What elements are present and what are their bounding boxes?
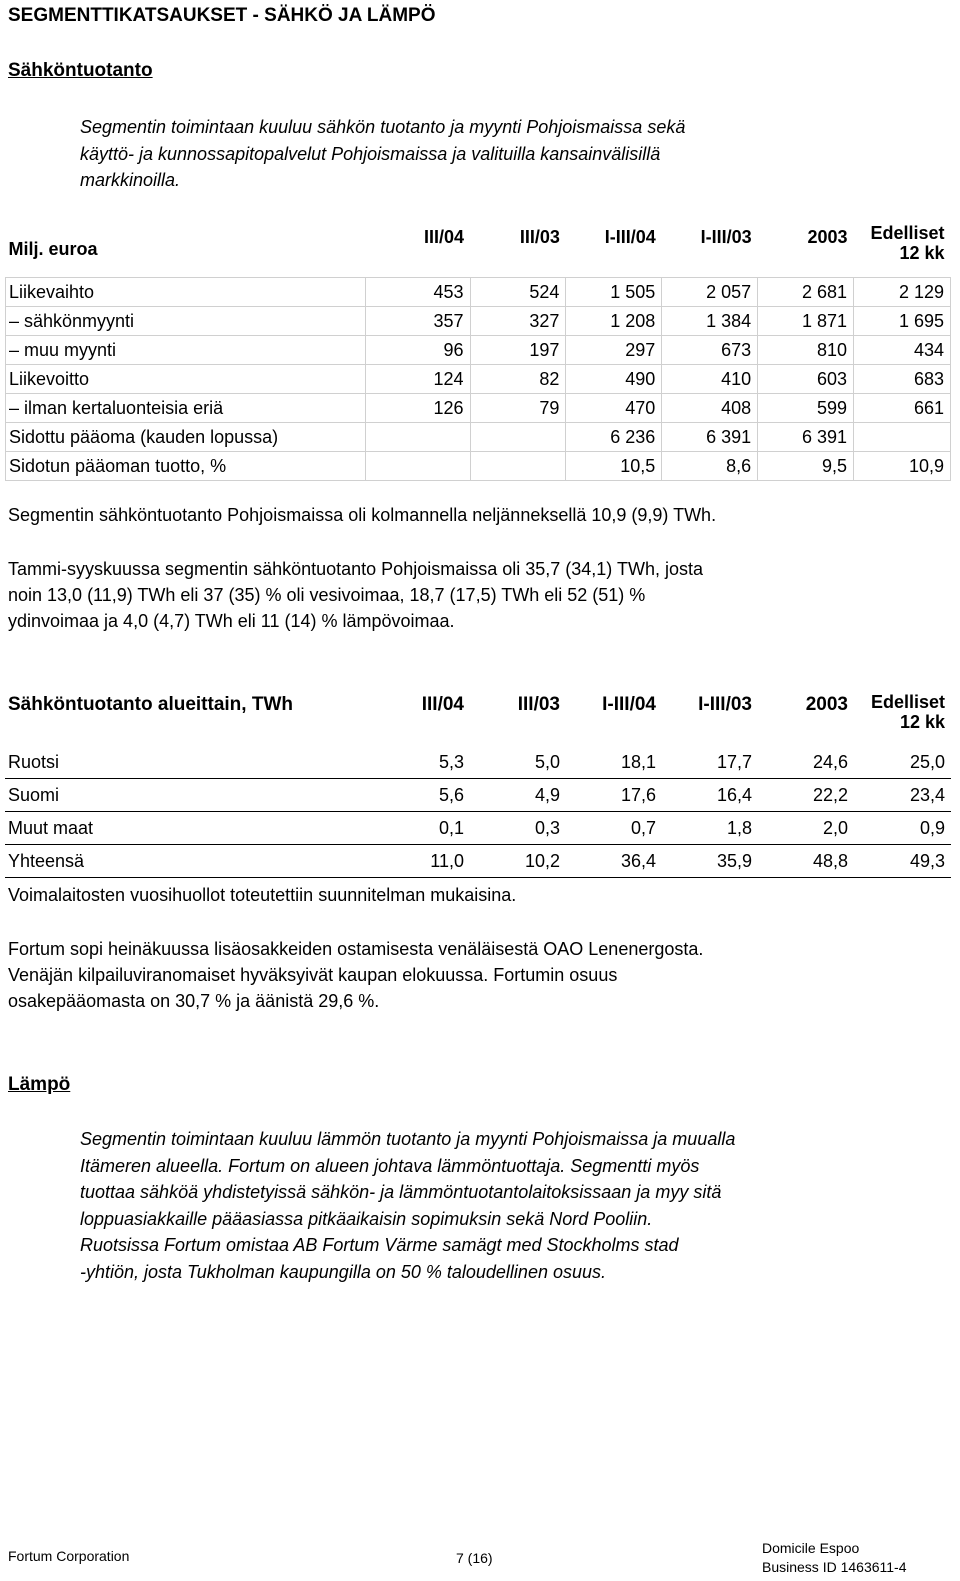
row-value: 490 bbox=[566, 365, 662, 394]
intro-line: loppuasiakkaille pääasiassa pitkäaikaisin sopimuksin sekä Nord Pooliin. bbox=[80, 1208, 653, 1229]
row-value: 11,0 bbox=[365, 845, 470, 878]
table-row bbox=[6, 394, 951, 423]
paragraph-line: Tammi-syyskuussa segmentin sähköntuotanto Pohjoismaissa oli 35,7 (34,1) TWh, josta bbox=[8, 559, 703, 579]
row-value: 0,3 bbox=[470, 812, 566, 845]
paragraph-line: Fortum sopi heinäkuussa lisäosakkeiden ostamisesta venäläisestä OAO Lenenergosta. bbox=[8, 939, 704, 959]
header-cell: I-III/04 bbox=[602, 694, 656, 715]
table-row bbox=[5, 845, 951, 878]
row-value bbox=[854, 423, 951, 452]
table-row bbox=[6, 307, 951, 336]
table-row bbox=[6, 452, 951, 481]
section-heading-electricity: Sähköntuotanto bbox=[8, 60, 153, 81]
paragraph-maintenance: Voimalaitosten vuosihuollot toteutettiin suunnitelman mukaisina. bbox=[8, 885, 517, 905]
intro-line: Itämeren alueella. Fortum on alueen johtava lämmöntuottaja. Segmentti myös bbox=[80, 1155, 700, 1176]
header-label: Sähköntuotanto alueittain, TWh bbox=[8, 694, 293, 715]
table-row bbox=[6, 365, 951, 394]
row-value: 124 bbox=[365, 365, 470, 394]
header-cell: I-III/04 bbox=[604, 227, 656, 247]
row-label: Sidotun pääoman tuotto, % bbox=[6, 452, 366, 481]
row-value bbox=[365, 423, 470, 452]
row-value: 297 bbox=[566, 336, 662, 365]
footer-domicile: Domicile Espoo bbox=[762, 1540, 860, 1556]
row-label: Ruotsi bbox=[5, 746, 365, 779]
row-value: 327 bbox=[470, 307, 566, 336]
row-value: 197 bbox=[470, 336, 566, 365]
intro-line: -yhtiön, josta Tukholman kaupungilla on 50 % taloudellinen osuus. bbox=[80, 1261, 606, 1282]
header-last-top: Edelliset bbox=[870, 692, 945, 712]
page-title: SEGMENTTIKATSAUKSET - SÄHKÖ JA LÄMPÖ bbox=[8, 5, 436, 26]
row-value: 8,6 bbox=[662, 452, 758, 481]
row-value: 16,4 bbox=[662, 779, 758, 812]
row-value: 82 bbox=[470, 365, 566, 394]
row-value: 4,9 bbox=[470, 779, 566, 812]
row-value bbox=[470, 452, 566, 481]
row-value: 1 384 bbox=[662, 307, 758, 336]
row-value: 10,5 bbox=[566, 452, 662, 481]
row-value bbox=[470, 423, 566, 452]
header-cell: I-III/03 bbox=[700, 227, 752, 247]
row-label: Yhteensä bbox=[5, 845, 365, 878]
header-last-bottom: 12 kk bbox=[899, 243, 945, 263]
row-value: 0,9 bbox=[854, 812, 951, 845]
paragraph-line: noin 13,0 (11,9) TWh eli 37 (35) % oli vesivoimaa, 18,7 (17,5) TWh eli 52 (51) % bbox=[8, 585, 646, 605]
row-value: 2 681 bbox=[758, 278, 854, 307]
row-value: 18,1 bbox=[566, 746, 662, 779]
row-value: 5,6 bbox=[365, 779, 470, 812]
table-row bbox=[5, 812, 951, 845]
paragraph-line: osakepääomasta on 30,7 % ja äänistä 29,6 %. bbox=[8, 991, 380, 1011]
row-value: 683 bbox=[854, 365, 951, 394]
row-value: 6 391 bbox=[758, 423, 854, 452]
header-cell-last bbox=[854, 690, 951, 746]
row-value: 49,3 bbox=[854, 845, 951, 878]
row-value: 357 bbox=[365, 307, 470, 336]
row-value: 603 bbox=[758, 365, 854, 394]
row-value: 1 695 bbox=[854, 307, 951, 336]
row-value: 23,4 bbox=[854, 779, 951, 812]
row-label: Liikevoitto bbox=[6, 365, 366, 394]
section-heading-heat: Lämpö bbox=[8, 1074, 71, 1095]
table-row bbox=[6, 423, 951, 452]
row-value: 673 bbox=[662, 336, 758, 365]
footer-company: Fortum Corporation bbox=[8, 1548, 130, 1564]
footer-business-id: Business ID 1463611-4 bbox=[762, 1559, 907, 1575]
intro-line: markkinoilla. bbox=[80, 170, 181, 190]
paragraph-production-q3: Segmentin sähköntuotanto Pohjoismaissa oli kolmannella neljänneksellä 10,9 (9,9) TWh. bbox=[8, 505, 717, 525]
row-value: 22,2 bbox=[758, 779, 854, 812]
row-value: 24,6 bbox=[758, 746, 854, 779]
paragraph-lenenergo bbox=[8, 936, 948, 1014]
table-row bbox=[5, 746, 951, 779]
row-value: 524 bbox=[470, 278, 566, 307]
row-value: 17,7 bbox=[662, 746, 758, 779]
row-value: 0,1 bbox=[365, 812, 470, 845]
row-value: 1 208 bbox=[566, 307, 662, 336]
row-value: 6 236 bbox=[566, 423, 662, 452]
table-row bbox=[6, 336, 951, 365]
row-value: 1,8 bbox=[662, 812, 758, 845]
section-intro-heat bbox=[80, 1126, 940, 1285]
intro-line: tuottaa sähköä yhdistetyissä sähkön- ja lämmöntuotantolaitoksissaan ja myy sitä bbox=[80, 1182, 722, 1202]
section-intro-electricity bbox=[80, 114, 940, 194]
row-value bbox=[365, 452, 470, 481]
header-cell: 2003 bbox=[807, 227, 848, 247]
paragraph-line: Venäjän kilpailuviranomaiset hyväksyivät kaupan elokuussa. Fortumin osuus bbox=[8, 965, 618, 985]
row-value: 599 bbox=[758, 394, 854, 423]
row-value: 453 bbox=[365, 278, 470, 307]
row-value: 36,4 bbox=[566, 845, 662, 878]
row-label: Sidottu pääoma (kauden lopussa) bbox=[6, 423, 366, 452]
header-cell: III/03 bbox=[519, 227, 560, 247]
row-label: – sähkönmyynti bbox=[6, 307, 366, 336]
header-last-bottom: 12 kk bbox=[899, 712, 945, 732]
table-row bbox=[6, 278, 951, 307]
row-value: 661 bbox=[854, 394, 951, 423]
header-cell: III/03 bbox=[517, 694, 560, 715]
table-header-row bbox=[5, 690, 951, 746]
row-label: – muu myynti bbox=[6, 336, 366, 365]
row-value: 25,0 bbox=[854, 746, 951, 779]
header-label: Milj. euroa bbox=[8, 238, 98, 259]
row-value: 96 bbox=[365, 336, 470, 365]
row-value: 10,9 bbox=[854, 452, 951, 481]
row-value: 434 bbox=[854, 336, 951, 365]
row-value: 810 bbox=[758, 336, 854, 365]
row-value: 6 391 bbox=[662, 423, 758, 452]
intro-line: Segmentin toimintaan kuuluu lämmön tuotanto ja myynti Pohjoismaissa ja muualla bbox=[80, 1129, 736, 1149]
table-row bbox=[5, 779, 951, 812]
row-value: 0,7 bbox=[566, 812, 662, 845]
row-value: 5,0 bbox=[470, 746, 566, 779]
paragraph-production-ytd bbox=[8, 556, 948, 634]
header-cell: III/04 bbox=[424, 227, 465, 247]
row-value: 79 bbox=[470, 394, 566, 423]
header-cell: 2003 bbox=[805, 694, 848, 715]
row-label: Liikevaihto bbox=[6, 278, 366, 307]
paragraph-line: ydinvoimaa ja 4,0 (4,7) TWh eli 11 (14) % lämpövoimaa. bbox=[8, 611, 455, 631]
header-last-top: Edelliset bbox=[870, 223, 945, 243]
row-value: 2,0 bbox=[758, 812, 854, 845]
row-label: – ilman kertaluonteisia eriä bbox=[6, 394, 366, 423]
row-value: 17,6 bbox=[566, 779, 662, 812]
key-figures-table bbox=[5, 221, 951, 481]
row-value: 126 bbox=[365, 394, 470, 423]
row-label: Suomi bbox=[5, 779, 365, 812]
row-label: Muut maat bbox=[5, 812, 365, 845]
row-value: 48,8 bbox=[758, 845, 854, 878]
row-value: 5,3 bbox=[365, 746, 470, 779]
header-cell: I-III/03 bbox=[698, 694, 752, 715]
footer-page-number: 7 (16) bbox=[456, 1550, 493, 1566]
row-value: 2 057 bbox=[662, 278, 758, 307]
row-value: 1 871 bbox=[758, 307, 854, 336]
row-value: 1 505 bbox=[566, 278, 662, 307]
production-by-region-table bbox=[5, 690, 951, 878]
header-cell: III/04 bbox=[421, 694, 464, 715]
intro-line: Segmentin toimintaan kuuluu sähkön tuotanto ja myynti Pohjoismaissa sekä bbox=[80, 117, 686, 137]
row-value: 2 129 bbox=[854, 278, 951, 307]
table-header-row bbox=[6, 221, 951, 278]
header-cell-last bbox=[854, 221, 951, 278]
row-value: 410 bbox=[662, 365, 758, 394]
row-value: 9,5 bbox=[758, 452, 854, 481]
row-value: 408 bbox=[662, 394, 758, 423]
row-value: 470 bbox=[566, 394, 662, 423]
intro-line: käyttö- ja kunnossapitopalvelut Pohjoismaissa ja valituilla kansainvälisillä bbox=[80, 143, 661, 164]
row-value: 35,9 bbox=[662, 845, 758, 878]
intro-line: Ruotsissa Fortum omistaa AB Fortum Värme samägt med Stockholms stad bbox=[80, 1235, 679, 1255]
row-value: 10,2 bbox=[470, 845, 566, 878]
